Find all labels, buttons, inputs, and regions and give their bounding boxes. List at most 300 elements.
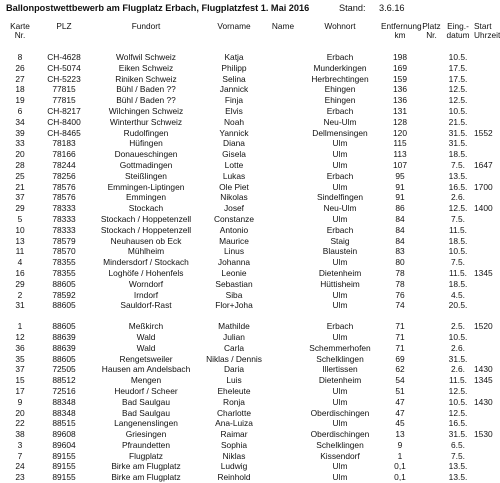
cell-entfernung: 84	[395, 213, 405, 224]
cell-entfernung: 78	[395, 278, 405, 289]
table-row	[2, 451, 496, 462]
table-row	[2, 225, 496, 236]
spacer-cell	[2, 311, 496, 321]
cell-fundort: Heudorf / Scheer	[114, 385, 178, 396]
cell-wohnort: Schemmerhofen	[309, 342, 371, 353]
cell-fundort: Rengetsweiler	[119, 353, 173, 364]
cell-wohnort: Ulm	[332, 213, 348, 224]
cell-karte: 11	[15, 246, 25, 257]
cell-eingang: 18.5.	[448, 149, 468, 160]
cell-eingang: 12.5.	[448, 385, 468, 396]
cell-plz: 89608	[52, 429, 76, 440]
table-row	[2, 149, 496, 160]
cell-vorname: Ana-Luiza	[215, 418, 253, 429]
cell-fundort: Worndorf	[128, 278, 164, 289]
cell-name	[266, 149, 300, 160]
cell-vorname: Linus	[223, 246, 245, 257]
cell-wohnort: Ulm	[332, 461, 348, 472]
cell-fundort: Bühl / Baden ??	[116, 84, 176, 95]
cell-karte: 33	[15, 138, 25, 149]
cell-fundort: Bad Saulgau	[122, 407, 170, 418]
cell-wohnort: Illertissen	[322, 364, 358, 375]
cell-platz	[420, 472, 443, 483]
cell-start	[473, 106, 496, 117]
cell-fundort: Flugplatz	[129, 450, 163, 461]
cell-name	[266, 461, 300, 472]
cell-platz	[420, 451, 443, 462]
cell-karte: 31	[15, 300, 25, 311]
cell-start	[473, 451, 496, 462]
cell-wohnort: Erbach	[326, 170, 354, 181]
cell-name	[266, 472, 300, 483]
cell-start	[473, 246, 496, 257]
cell-start	[473, 290, 496, 301]
cell-vorname: Leonie	[221, 267, 247, 278]
cell-eingang: 7.5.	[451, 450, 465, 461]
cell-wohnort: Ulm	[332, 385, 348, 396]
stand-date: 3.6.16	[379, 3, 405, 13]
cell-plz: 78355	[52, 257, 76, 268]
cell-name	[266, 451, 300, 462]
cell-vorname: Elvis	[225, 105, 243, 116]
table-row	[2, 160, 496, 171]
cell-vorname: Mathilde	[218, 321, 250, 332]
cell-platz	[420, 397, 443, 408]
cell-wohnort: Ulm	[332, 149, 348, 160]
cell-entfernung: 113	[393, 149, 407, 160]
cell-plz: CH-8465	[47, 127, 81, 138]
table-row	[2, 279, 496, 290]
cell-wohnort: Ulm	[332, 418, 348, 429]
cell-plz: 78355	[52, 267, 76, 278]
table-row	[2, 192, 496, 203]
cell-platz	[420, 386, 443, 397]
column-header-fundort	[90, 22, 202, 52]
cell-name	[266, 106, 300, 117]
cell-entfernung: 159	[393, 73, 407, 84]
cell-name	[266, 440, 300, 451]
cell-entfernung: 62	[395, 364, 405, 375]
cell-entfernung: 78	[395, 267, 405, 278]
cell-eingang: 6.5.	[451, 439, 465, 450]
cell-eingang: 18.5.	[448, 278, 468, 289]
table-row	[2, 332, 496, 343]
cell-name	[266, 279, 300, 290]
table-row	[2, 375, 496, 386]
cell-platz	[420, 332, 443, 343]
column-header-eingang	[443, 22, 473, 52]
cell-vorname: Niklas	[222, 450, 246, 461]
column-header-line: Start	[474, 21, 492, 31]
cell-wohnort: Munderkingen	[313, 62, 367, 73]
cell-start: 1700	[474, 181, 493, 192]
cell-entfernung: 198	[393, 52, 407, 62]
column-header-platz	[420, 22, 443, 52]
cell-eingang: 16.5.	[448, 418, 468, 429]
cell-karte: 7	[17, 450, 23, 461]
cell-wohnort: Neu-Ulm	[323, 203, 357, 214]
cell-fundort: Mindersdorf / Stockach	[103, 257, 189, 268]
table-row	[2, 106, 496, 117]
cell-karte: 13	[15, 235, 25, 246]
cell-vorname: Yannick	[219, 127, 249, 138]
cell-karte: 20	[15, 407, 25, 418]
cell-karte: 25	[15, 170, 25, 181]
cell-vorname: Katja	[224, 52, 244, 62]
cell-platz	[420, 128, 443, 139]
cell-vorname: Eheleute	[217, 385, 251, 396]
cell-name	[266, 321, 300, 332]
cell-eingang: 7.5.	[451, 159, 465, 170]
cell-name	[266, 386, 300, 397]
cell-karte: 21	[15, 181, 25, 192]
column-header-line: Fundort	[131, 21, 161, 31]
cell-wohnort: Ehingen	[324, 95, 356, 106]
table-row	[2, 321, 496, 332]
column-header-entfernung	[380, 22, 420, 52]
cell-vorname: Ronja	[223, 396, 245, 407]
cell-start	[473, 214, 496, 225]
cell-platz	[420, 300, 443, 311]
cell-start	[473, 192, 496, 203]
cell-vorname: Lotte	[224, 159, 244, 170]
cell-start: 1647	[474, 159, 493, 170]
cell-wohnort: Oberdischingen	[310, 429, 370, 440]
table-row	[2, 461, 496, 472]
cell-fundort: Riniken Schweiz	[115, 73, 177, 84]
cell-eingang: 10.5.	[448, 105, 468, 116]
cell-vorname: Flor+Joha	[215, 300, 253, 311]
cell-start	[473, 225, 496, 236]
cell-vorname: Philipp	[221, 62, 247, 73]
cell-vorname: Julian	[223, 331, 245, 342]
cell-plz: 88348	[52, 396, 76, 407]
cell-karte: 12	[15, 331, 25, 342]
cell-fundort: Wald	[136, 331, 156, 342]
cell-fundort: Steißlingen	[125, 170, 167, 181]
cell-plz: 78576	[52, 192, 76, 203]
cell-karte: 17	[15, 385, 25, 396]
cell-wohnort: Staig	[330, 235, 350, 246]
cell-vorname: Noah	[223, 116, 245, 127]
cell-plz: 78570	[52, 246, 76, 257]
cell-name	[266, 268, 300, 279]
cell-name	[266, 214, 300, 225]
cell-name	[266, 192, 300, 203]
cell-name	[266, 257, 300, 268]
table-row	[2, 138, 496, 149]
cell-plz: 88515	[52, 418, 76, 429]
cell-eingang: 31.5.	[448, 127, 468, 138]
cell-name	[266, 84, 300, 95]
cell-start	[473, 386, 496, 397]
cell-platz	[420, 84, 443, 95]
cell-entfernung: 47	[395, 407, 405, 418]
cell-vorname: Jannick	[219, 84, 249, 95]
cell-name	[266, 225, 300, 236]
cell-karte: 29	[15, 278, 25, 289]
table-row	[2, 74, 496, 85]
cell-fundort: Pfraundetten	[122, 439, 170, 450]
cell-entfernung: 69	[395, 353, 405, 364]
cell-wohnort: Kissendorf	[320, 450, 360, 461]
cell-eingang: 31.5.	[448, 353, 468, 364]
cell-platz	[420, 418, 443, 429]
cell-eingang: 31.5.	[448, 138, 468, 149]
table-row	[2, 117, 496, 128]
cell-vorname: Sebastian	[215, 278, 253, 289]
cell-plz: CH-5074	[47, 62, 81, 73]
cell-plz: 78576	[52, 181, 76, 192]
cell-start	[473, 418, 496, 429]
document-header	[6, 3, 496, 17]
cell-plz: 78592	[52, 289, 76, 300]
cell-plz: 89155	[52, 461, 76, 472]
cell-name	[266, 343, 300, 354]
cell-platz	[420, 117, 443, 128]
cell-start: 1520	[474, 321, 493, 332]
cell-karte: 26	[15, 62, 25, 73]
cell-eingang: 10.5.	[448, 396, 468, 407]
cell-entfernung: 136	[393, 84, 407, 95]
cell-start	[473, 343, 496, 354]
cell-entfernung: 169	[393, 62, 407, 73]
cell-platz	[420, 321, 443, 332]
cell-karte: 10	[15, 224, 25, 235]
cell-entfernung: 83	[395, 246, 405, 257]
cell-karte: 39	[15, 127, 25, 138]
cell-wohnort: Erbach	[326, 52, 354, 62]
cell-fundort: Sauldorf-Rast	[120, 300, 172, 311]
cell-plz: CH-4628	[47, 52, 81, 62]
cell-platz	[420, 160, 443, 171]
cell-karte: 36	[15, 342, 25, 353]
cell-karte: 38	[15, 429, 25, 440]
cell-start	[473, 332, 496, 343]
cell-karte: 5	[17, 213, 23, 224]
cell-fundort: Bad Saulgau	[122, 396, 170, 407]
table-body	[2, 52, 496, 483]
cell-plz: 78183	[52, 138, 76, 149]
cell-entfernung: 0,1	[394, 472, 406, 483]
table-row	[2, 203, 496, 214]
cell-entfernung: 84	[395, 235, 405, 246]
cell-start	[473, 74, 496, 85]
cell-karte: 18	[15, 84, 25, 95]
cell-platz	[420, 268, 443, 279]
cell-platz	[420, 364, 443, 375]
cell-name	[266, 182, 300, 193]
column-header-line: Entfernung	[381, 21, 422, 31]
cell-eingang: 10.5.	[448, 52, 468, 62]
table-row	[2, 171, 496, 182]
cell-fundort: Emmingen	[125, 192, 167, 203]
column-header-wohnort	[300, 22, 380, 52]
cell-fundort: Gottmadingen	[119, 159, 173, 170]
cell-plz: 78333	[52, 203, 76, 214]
cell-eingang: 11.5.	[448, 375, 467, 386]
cell-eingang: 12.5.	[448, 95, 468, 106]
column-header-line: Nr.	[14, 30, 26, 40]
cell-karte: 19	[15, 95, 25, 106]
cell-eingang: 2.6.	[451, 192, 465, 203]
cell-vorname: Charlotte	[217, 407, 251, 418]
table-head	[2, 21, 500, 52]
cell-plz: CH-8400	[47, 116, 81, 127]
cell-plz: 78244	[52, 159, 76, 170]
cell-fundort: Hausen am Andelsbach	[101, 364, 191, 375]
cell-wohnort: Neu-Ulm	[323, 116, 357, 127]
cell-plz: 88512	[52, 375, 76, 386]
cell-start	[473, 236, 496, 247]
cell-fundort: Donaueschingen	[114, 149, 178, 160]
column-header-plz	[38, 22, 90, 52]
cell-vorname: Ludwig	[220, 461, 248, 472]
table-row	[2, 397, 496, 408]
cell-name	[266, 171, 300, 182]
cell-platz	[420, 182, 443, 193]
cell-eingang: 12.5.	[448, 203, 468, 214]
table-row	[2, 418, 496, 429]
cell-name	[266, 63, 300, 74]
table-row	[2, 246, 496, 257]
cell-eingang: 2.6.	[451, 342, 465, 353]
cell-entfernung: 71	[395, 342, 405, 353]
cell-eingang: 17.5.	[448, 62, 468, 73]
cell-entfernung: 71	[395, 321, 405, 332]
table-row	[2, 63, 496, 74]
cell-platz	[420, 192, 443, 203]
cell-fundort: Mengen	[130, 375, 162, 386]
cell-fundort: Birke am Flugplatz	[111, 472, 181, 483]
cell-platz	[420, 63, 443, 74]
cell-start	[473, 63, 496, 74]
table-row	[2, 52, 496, 63]
cell-entfernung: 13	[395, 429, 405, 440]
cell-start	[473, 461, 496, 472]
column-header-karte	[2, 22, 38, 52]
cell-name	[266, 52, 300, 63]
cell-platz	[420, 95, 443, 106]
cell-entfernung: 84	[395, 224, 405, 235]
cell-fundort: Birke am Flugplatz	[111, 461, 181, 472]
cell-start	[473, 408, 496, 419]
cell-name	[266, 300, 300, 311]
cell-karte: 22	[15, 418, 25, 429]
cell-entfernung: 120	[393, 127, 407, 138]
cell-fundort: Emmingen-Liptingen	[107, 181, 185, 192]
cell-karte: 20	[15, 149, 25, 160]
cell-plz: 88639	[52, 331, 76, 342]
cell-wohnort: Erbach	[326, 224, 354, 235]
cell-name	[266, 95, 300, 106]
cell-start	[473, 440, 496, 451]
table-row	[2, 440, 496, 451]
cell-start	[473, 300, 496, 311]
cell-karte: 29	[15, 203, 25, 214]
cell-start: 1430	[474, 396, 493, 407]
cell-eingang: 10.5.	[448, 246, 468, 257]
cell-start: 1552	[474, 127, 493, 138]
cell-start	[473, 95, 496, 106]
column-header-line: Uhrzeit	[474, 30, 500, 40]
cell-vorname: Josef	[223, 203, 245, 214]
cell-platz	[420, 440, 443, 451]
cell-platz	[420, 461, 443, 472]
cell-wohnort: Schelklingen	[316, 353, 364, 364]
table-row	[2, 182, 496, 193]
cell-eingang: 2.5.	[451, 321, 465, 332]
cell-wohnort: Sindelfingen	[316, 192, 364, 203]
cell-eingang: 20.5.	[448, 300, 468, 311]
cell-plz: 88605	[52, 278, 76, 289]
cell-platz	[420, 74, 443, 85]
cell-platz	[420, 203, 443, 214]
cell-platz	[420, 429, 443, 440]
cell-vorname: Lukas	[222, 170, 246, 181]
cell-entfernung: 128	[393, 116, 407, 127]
cell-eingang: 12.5.	[448, 407, 468, 418]
cell-vorname: Constanze	[213, 213, 255, 224]
cell-plz: 89155	[52, 450, 76, 461]
cell-platz	[420, 408, 443, 419]
cell-eingang: 7.5.	[451, 213, 465, 224]
cell-entfernung: 9	[397, 439, 403, 450]
table-row	[2, 429, 496, 440]
cell-name	[266, 117, 300, 128]
cell-karte: 4	[17, 257, 23, 268]
cell-fundort: Stockach / Hoppetenzell	[100, 213, 192, 224]
cell-platz	[420, 246, 443, 257]
cell-wohnort: Ulm	[332, 331, 348, 342]
cell-entfernung: 107	[393, 159, 407, 170]
cell-eingang: 2.6.	[451, 364, 465, 375]
cell-wohnort: Erbach	[326, 105, 354, 116]
cell-fundort: Griesingen	[125, 429, 167, 440]
column-header-line: Platz	[422, 21, 441, 31]
cell-karte: 24	[15, 461, 25, 472]
cell-fundort: Wald	[136, 342, 156, 353]
cell-plz: 89604	[52, 439, 76, 450]
cell-eingang: 17.5.	[448, 73, 468, 84]
cell-wohnort: Ulm	[332, 159, 348, 170]
cell-karte: 2	[17, 289, 23, 300]
cell-entfernung: 76	[395, 289, 405, 300]
table-row	[2, 343, 496, 354]
cell-start	[473, 171, 496, 182]
cell-wohnort: Ehingen	[324, 84, 356, 95]
cell-plz: 78579	[52, 235, 76, 246]
cell-start: 1400	[474, 203, 493, 214]
cell-fundort: Wolfwil Schweiz	[116, 52, 176, 62]
cell-platz	[420, 225, 443, 236]
cell-plz: CH-5223	[47, 73, 81, 84]
cell-vorname: Nikolas	[220, 192, 248, 203]
document-title: Ballonpostwettbewerb am Flugplatz Erbach, Flugplatzfest 1. Mai 2016	[6, 3, 310, 13]
cell-name	[266, 408, 300, 419]
cell-name	[266, 246, 300, 257]
table-row	[2, 300, 496, 311]
cell-wohnort: Ulm	[332, 300, 348, 311]
cell-wohnort: Ulm	[332, 257, 348, 268]
cell-plz: 77815	[52, 95, 76, 106]
cell-plz: 72505	[52, 364, 76, 375]
cell-wohnort: Ulm	[332, 138, 348, 149]
cell-platz	[420, 236, 443, 247]
table-row	[2, 354, 496, 365]
cell-name	[266, 429, 300, 440]
table-header-row	[2, 22, 496, 52]
